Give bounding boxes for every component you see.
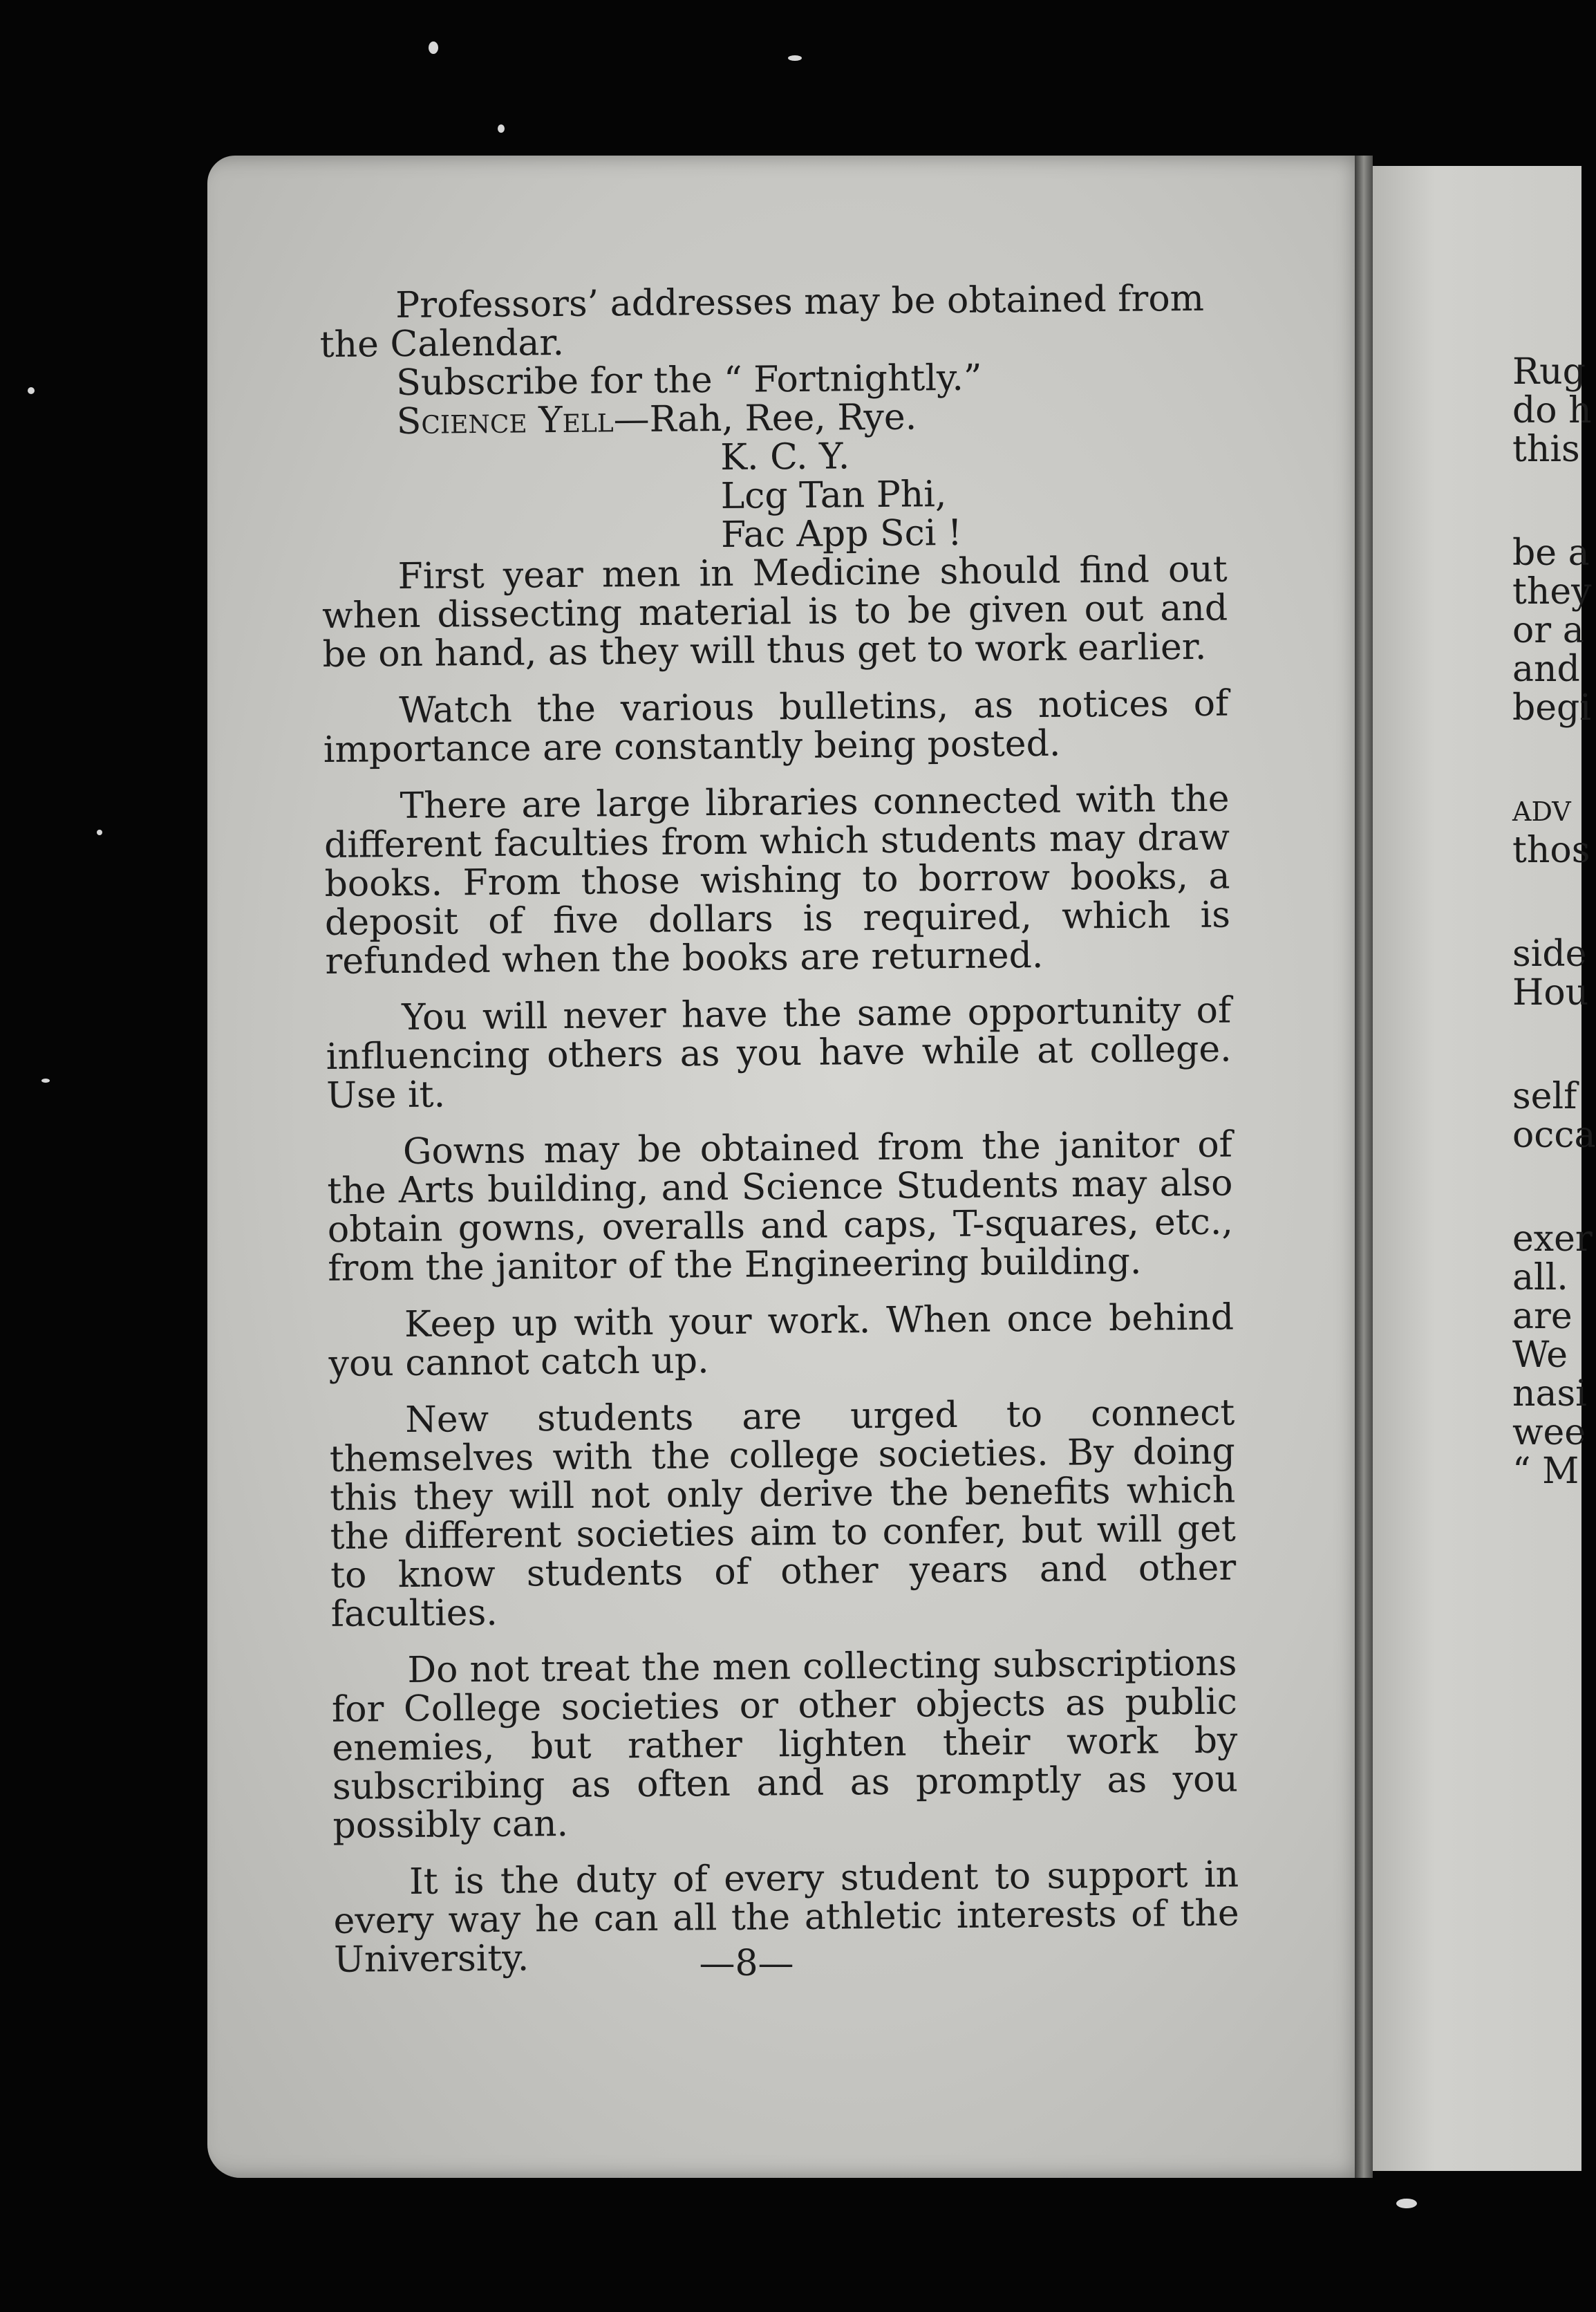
dust-speck (28, 387, 35, 394)
fragment-line: nasi (1512, 1373, 1587, 1415)
fragment-line: be a (1512, 532, 1590, 574)
left-page-text (319, 279, 1239, 1979)
paragraph: Watch the various bulletins, as notices of importance are constantly being posted. (323, 682, 1229, 771)
science-yell-first: —Rah, Ree, Rye. (613, 396, 917, 441)
fragment-line: this (1512, 429, 1580, 470)
fragment-line: side (1512, 933, 1587, 975)
fragment-line: self (1512, 1076, 1577, 1117)
fragment-line: exer (1512, 1218, 1593, 1260)
fragment-line: ADV (1512, 796, 1571, 827)
dust-speck (41, 1079, 50, 1083)
dust-speck (498, 124, 505, 133)
paragraph: Keep up with your work. When once behind you cannot catch up. (328, 1296, 1234, 1385)
dust-speck (429, 41, 438, 54)
dust-speck (97, 830, 102, 835)
fragment-line: thos (1512, 830, 1590, 871)
paragraph: First year men in Medicine should find out when dissecting material is to be given out and be on hand, as they will thus get to work earlier. (321, 548, 1228, 675)
fragment-line: all. (1512, 1257, 1568, 1298)
fragment-line: or a (1512, 610, 1584, 651)
paragraph: Gowns may be obtained from the janitor of the Arts building, and Science Students may also obtain gowns, overalls and caps, T-squares, etc., from the janitor of the Engineering building. (327, 1124, 1234, 1289)
fragment-line: are (1512, 1296, 1572, 1337)
paragraph: There are large libraries connected with the different faculties from which students may draw books. From those wishing to borrow books, a deposit of five dollars is required, which is refunded when the books are returned. (323, 778, 1231, 982)
yell-line: K. C. Y. (720, 436, 850, 478)
fragment-line: occa (1512, 1115, 1596, 1156)
intro-line: Professors’ addresses may be obtained from (395, 277, 1205, 327)
fragment-line: Hou (1512, 972, 1589, 1014)
right-page-fragments (1512, 351, 1596, 1492)
paragraph: It is the duty of every student to support in every way he can all the athletic interests of the University. (333, 1854, 1239, 1981)
yell-line: Lcg Tan Phi, (720, 474, 947, 517)
dust-speck (788, 55, 802, 61)
fragment-line: begi (1512, 687, 1591, 729)
paragraph: Do not treat the men collecting subscriptions for College societies or other objects as public enemies, but rather lighten their work by subscribing as often and as promptly as you possibly can. (331, 1642, 1239, 1847)
fragment-line: “ M (1512, 1451, 1579, 1492)
fragment-line: do h (1512, 390, 1592, 431)
paragraph: You will never have the same opportunity of influencing others as you have while at college. Use it. (326, 989, 1232, 1117)
dust-speck (1396, 2199, 1417, 2208)
science-yell-label: Science Yell (396, 399, 614, 443)
yell-line: Fac App Sci ! (720, 512, 963, 556)
book-gutter (1355, 156, 1373, 2178)
fragment-line: they (1512, 571, 1592, 613)
paragraph: New students are urged to connect themselves with the college societies. By doing this they will not only derive the benefits which the different societies aim to confer, but will get to know students of other years and other faculties. (329, 1392, 1237, 1635)
intro-line: the Calendar. (319, 321, 565, 366)
fragment-line: wee (1512, 1412, 1586, 1453)
subscribe-line: Subscribe for the “ Fortnightly.” (395, 357, 982, 404)
fragment-line: Rug (1512, 351, 1586, 393)
page-number: —8— (699, 1943, 794, 1984)
fragment-line: and (1512, 649, 1580, 690)
fragment-line: We (1512, 1334, 1568, 1376)
